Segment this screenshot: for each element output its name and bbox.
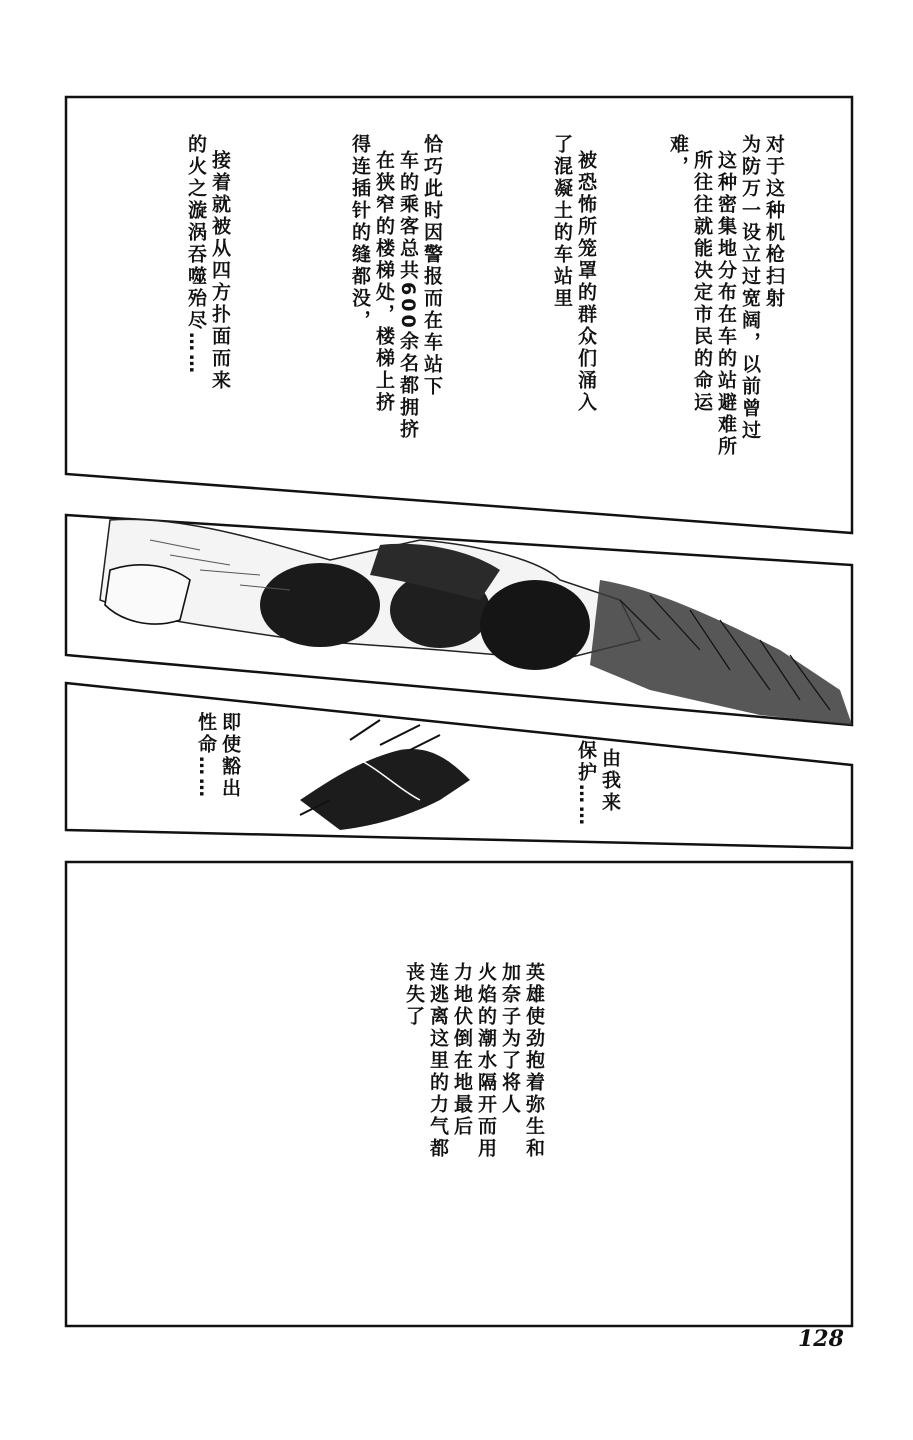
caption-c-col-3: 在狭窄的楼梯处，楼梯上挤 [373,150,395,414]
caption-c-col-1: 恰巧此时因警报而在车站下 [421,134,443,398]
caption-4-col-4: 力地伏倒在地最后 [451,962,473,1138]
caption-a-col-3: 这种密集地分布在车的站避难所 [715,150,737,458]
caption-4-col-6: 丧失了 [403,962,425,1028]
caption-4-col-5: 连逃离这里的力气都 [427,962,449,1160]
caption-4-col-3: 火焰的潮水隔开而用 [475,962,497,1160]
caption-c-col-2: 车的乘客总共600余名都拥挤 [397,150,419,441]
caption-b-col-2: 了混凝土的车站里 [551,134,573,310]
caption-4-col-1: 英雄使劲抱着弥生和 [523,962,545,1160]
caption-a-col-4: 所往往就能决定市民的命运 [691,150,713,414]
caption-a-col-2: 为防万一设立过宽阔，以前曾过 [739,134,761,442]
caption-c-col-4: 得连插针的缝都没， [349,134,371,332]
speech-b-col-2: 性命…… [195,712,217,800]
caption-a-col-1: 对于这种机枪扫射 [763,134,785,310]
caption-4-col-2: 加奈子为了将人 [499,962,521,1116]
caption-b-col-1: 被恐怖所笼罩的群众们涌入 [575,150,597,414]
caption-d-col-1: 接着就被从四方扑面而来 [209,150,231,392]
speech-a-col-2: 保护…… [575,740,597,828]
caption-a-col-5: 难， [667,134,689,178]
speech-a-col-1: 由我来 [599,748,621,814]
caption-d-col-2: 的火之漩涡吞噬殆尽…… [185,134,207,376]
speech-b-col-1: 即使豁出 [219,712,241,800]
page-number: 128 [798,1326,844,1352]
